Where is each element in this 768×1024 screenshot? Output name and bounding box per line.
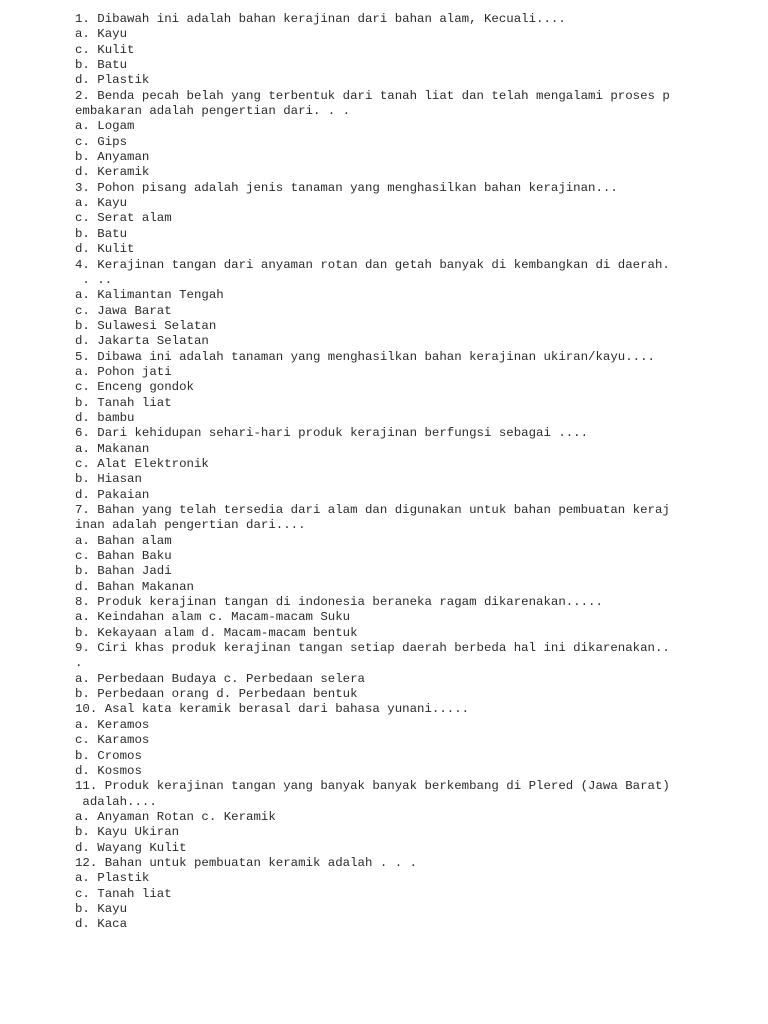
text-line: 12. Bahan untuk pembuatan keramik adalah . . . — [75, 855, 418, 870]
text-line: adalah.... — [75, 794, 157, 809]
text-line: c. Alat Elektronik — [75, 456, 209, 471]
text-line: a. Keramos — [75, 717, 150, 732]
text-line: . .. — [75, 272, 113, 287]
text-line: . — [75, 656, 83, 671]
text-line: d. Bahan Makanan — [75, 579, 194, 594]
text-line: inan adalah pengertian dari.... — [75, 518, 306, 533]
text-line: 1. Dibawah ini adalah bahan kerajinan dari bahan alam, Kecuali.... — [75, 12, 566, 26]
text-line: 9. Ciri khas produk kerajinan tangan setiap daerah berbeda hal ini dikarenakan.. — [75, 641, 670, 656]
text-line: b. Cromos — [75, 748, 142, 763]
text-line: d. Keramik — [75, 165, 150, 180]
text-line: d. Pakaian — [75, 487, 150, 502]
text-line: b. Anyaman — [75, 150, 150, 165]
text-line: b. Kayu Ukiran — [75, 825, 180, 840]
text-line: a. Kalimantan Tengah — [75, 288, 224, 303]
text-line: a. Kayu — [75, 196, 128, 211]
text-line: d. Jakarta Selatan — [75, 334, 209, 349]
text-line: 10. Asal kata keramik berasal dari bahasa yunani..... — [75, 702, 470, 717]
text-line: 11. Produk kerajinan tangan yang banyak banyak berkembang di Plered (Jawa Barat) — [75, 779, 670, 794]
text-line: b. Batu — [75, 226, 128, 241]
text-line: b. Kekayaan alam d. Macam-macam bentuk — [75, 625, 358, 640]
text-line: 8. Produk kerajinan tangan di indonesia beraneka ragam dikarenakan..... — [75, 595, 603, 610]
text-line: a. Makanan — [75, 441, 150, 456]
text-line: a. Keindahan alam c. Macam-macam Suku — [75, 610, 351, 625]
text-line: b. Bahan Jadi — [75, 564, 172, 579]
text-line: a. Plastik — [75, 871, 150, 886]
text-line: 7. Bahan yang telah tersedia dari alam dan digunakan untuk bahan pembuatan keraj — [75, 503, 670, 517]
text-line: a. Anyaman Rotan c. Keramik — [75, 809, 276, 824]
text-line: c. Karamos — [75, 733, 150, 748]
text-line: b. Batu — [75, 58, 128, 73]
text-line: b. Tanah liat — [75, 395, 172, 410]
text-line: b. Perbedaan orang d. Perbedaan bentuk — [75, 687, 358, 702]
text-line: 6. Dari kehidupan sehari-hari produk kerajinan berfungsi sebagai .... — [75, 426, 589, 441]
text-line: d. Wayang Kulit — [75, 840, 187, 855]
text-line: c. Bahan Baku — [75, 549, 172, 564]
text-line: d. bambu — [75, 410, 135, 425]
text-line: a. Logam — [75, 119, 135, 134]
text-line: c. Kulit — [75, 42, 135, 57]
text-line: a. Bahan alam — [75, 533, 172, 548]
text-line: c. Gips — [75, 134, 128, 149]
text-line: d. Plastik — [75, 73, 150, 88]
text-line: 2. Benda pecah belah yang terbentuk dari tanah liat dan telah mengalami proses p — [75, 88, 670, 103]
text-line: d. Kosmos — [75, 763, 142, 778]
document-page — [75, 12, 755, 933]
text-line: a. Pohon jati — [75, 364, 172, 379]
text-line: b. Sulawesi Selatan — [75, 318, 217, 333]
text-line: c. Tanah liat — [75, 886, 172, 901]
text-line: c. Serat alam — [75, 211, 172, 226]
text-line: 4. Kerajinan tangan dari anyaman rotan dan getah banyak di kembangkan di daerah. — [75, 257, 670, 272]
text-line: a. Perbedaan Budaya c. Perbedaan selera — [75, 671, 365, 686]
text-line: 5. Dibawa ini adalah tanaman yang menghasilkan bahan kerajinan ukiran/kayu.... — [75, 349, 655, 364]
text-line: 3. Pohon pisang adalah jenis tanaman yang menghasilkan bahan kerajinan... — [75, 180, 618, 195]
text-line: b. Kayu — [75, 901, 128, 916]
text-line: c. Enceng gondok — [75, 380, 194, 395]
text-line: c. Jawa Barat — [75, 303, 172, 318]
text-line: b. Hiasan — [75, 472, 142, 487]
text-line: d. Kulit — [75, 242, 135, 257]
text-line: d. Kaca — [75, 917, 128, 932]
text-line: a. Kayu — [75, 27, 128, 42]
text-line: embakaran adalah pengertian dari. . . — [75, 104, 351, 119]
